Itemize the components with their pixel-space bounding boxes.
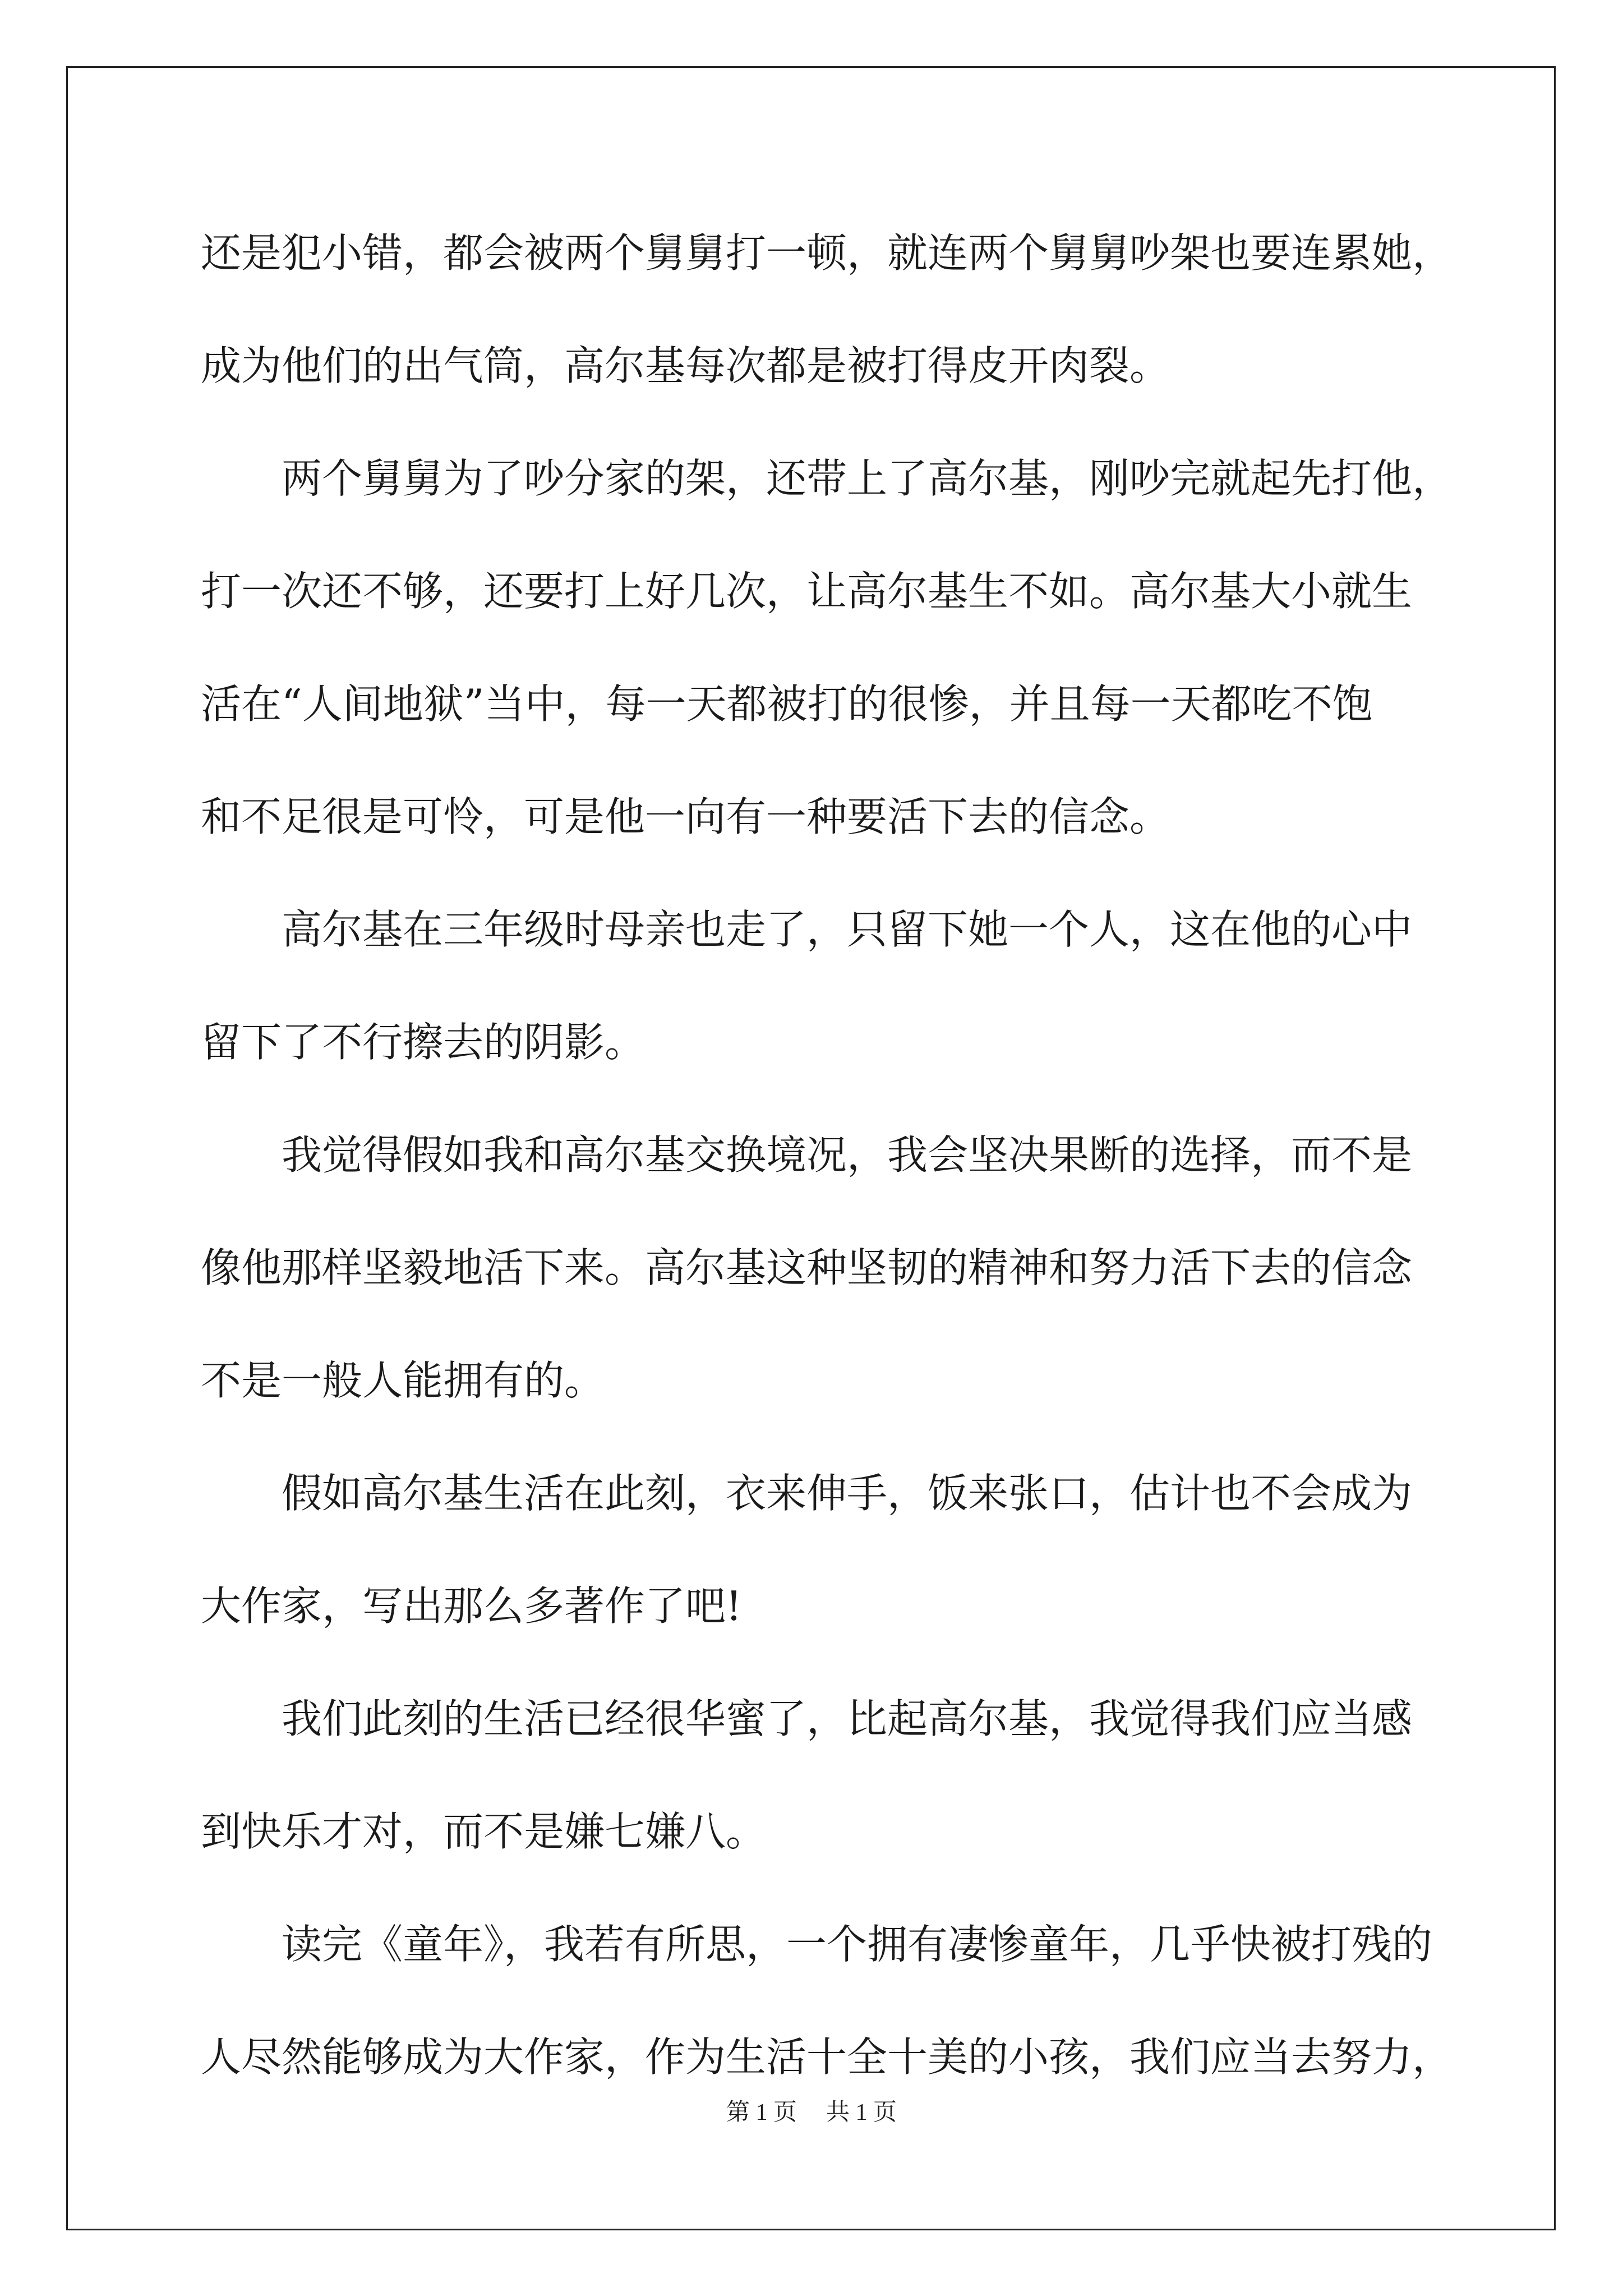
text-line: 假如高尔基生活在此刻，衣来伸手，饭来张口，估计也不会成为 xyxy=(201,1470,1413,1517)
page-number: 第 1 页 xyxy=(726,2100,797,2125)
text-line: 读完《童年》，我若有所思，一个拥有凄惨童年，几乎快被打残的 xyxy=(201,1921,1433,1968)
text-line: 和不足很是可怜，可是他一向有一种要活下去的信念。 xyxy=(201,793,1170,840)
page-total: 共 1 页 xyxy=(826,2100,897,2125)
text-line: 两个舅舅为了吵分家的架，还带上了高尔基，刚吵完就起先打他， xyxy=(201,455,1453,502)
page-footer xyxy=(0,2096,1623,2129)
document-body xyxy=(201,211,1453,2128)
text-line: 人尽然能够成为大作家，作为生活十全十美的小孩，我们应当去努力， xyxy=(201,2033,1453,2081)
text-line: 不是一般人能拥有的。 xyxy=(201,1357,605,1404)
text-line: 到快乐才对，而不是嫌七嫌八。 xyxy=(201,1808,767,1855)
text-line: 我觉得假如我和高尔基交换境况，我会坚决果断的选择，而不是 xyxy=(201,1131,1413,1179)
text-line: 还是犯小错，都会被两个舅舅打一顿，就连两个舅舅吵架也要连累她， xyxy=(201,229,1453,277)
text-line: 留下了不行擦去的阴影。 xyxy=(201,1019,645,1066)
text-line: 活在“人间地狱”当中，每一天都被打的很惨，并且每一天都吃不饱 xyxy=(201,680,1373,728)
text-line: 成为他们的出气筒，高尔基每次都是被打得皮开肉裂。 xyxy=(201,342,1170,389)
text-line: 高尔基在三年级时母亲也走了，只留下她一个人，这在他的心中 xyxy=(201,906,1413,953)
text-line: 打一次还不够，还要打上好几次，让高尔基生不如。高尔基大小就生 xyxy=(201,568,1413,615)
text-line: 大作家，写出那么多著作了吧! xyxy=(201,1582,742,1630)
text-line: 我们此刻的生活已经很华蜜了，比起高尔基，我觉得我们应当感 xyxy=(201,1695,1413,1742)
text-line: 像他那样坚毅地活下来。高尔基这种坚韧的精神和努力活下去的信念 xyxy=(201,1244,1413,1291)
